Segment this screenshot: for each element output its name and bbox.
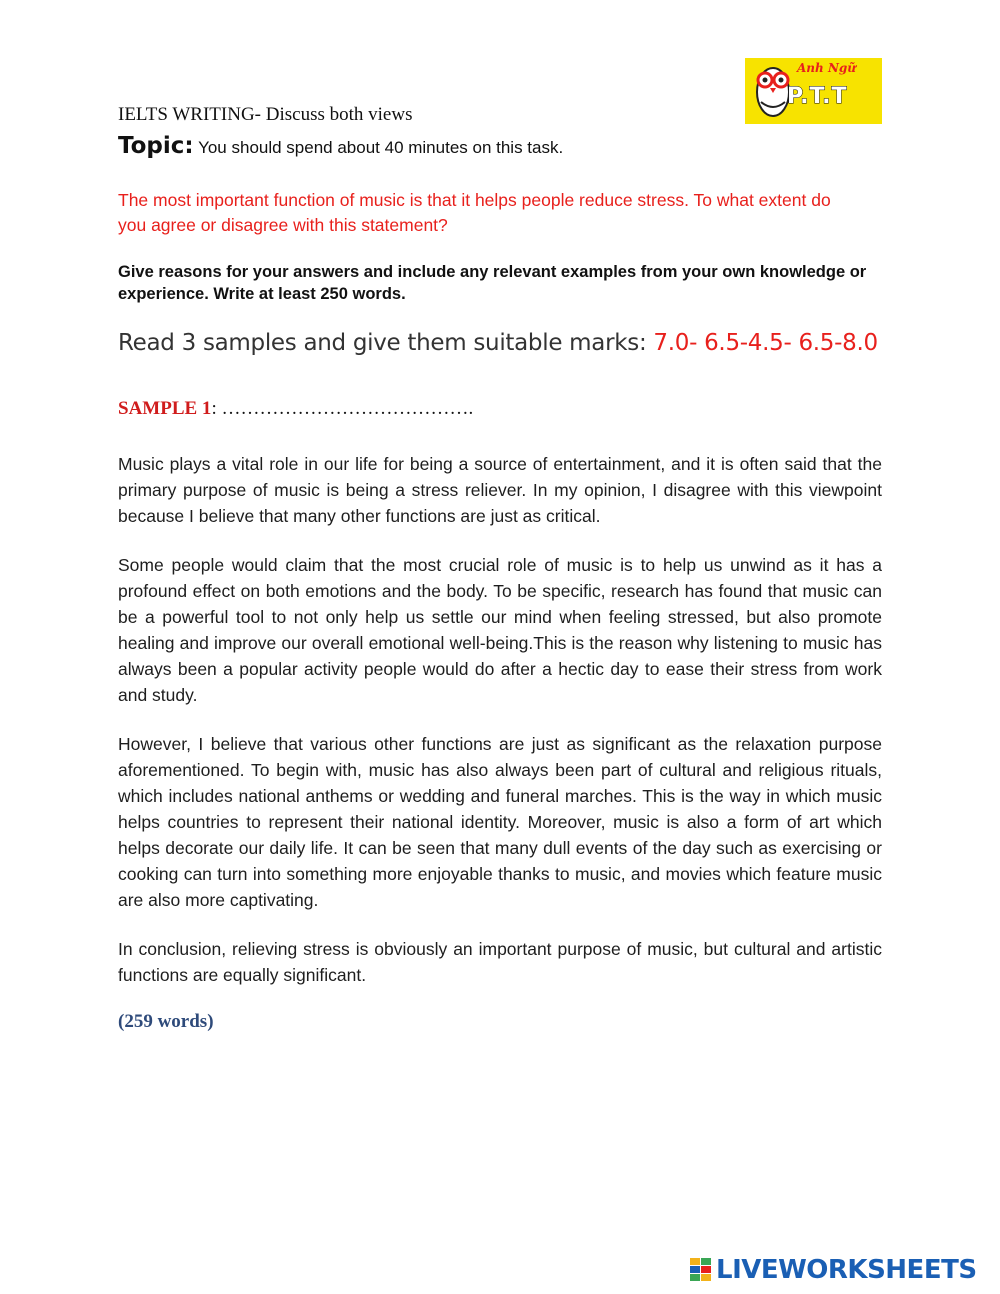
- task-marks: 7.0- 6.5-4.5- 6.5-8.0: [653, 330, 878, 356]
- page-title: IELTS WRITING- Discuss both views: [118, 104, 413, 125]
- essay-paragraph: In conclusion, relieving stress is obviously an important purpose of music, but cultural and artistic functions are equally significant.: [118, 939, 882, 985]
- anh-ngu-ptt-logo: [745, 58, 882, 124]
- essay-question: The most important function of music is that it helps people reduce stress. To what extent do you agree or disagree with this statement?: [118, 190, 831, 235]
- logo-name-text: P.T.T: [787, 84, 848, 109]
- topic-text: You should spend about 40 minutes on this task.: [198, 138, 564, 157]
- topic-label: Topic:: [118, 133, 194, 159]
- sample-answer-blank[interactable]: : ………………………………….: [211, 398, 474, 419]
- logo-brand-text: Anh Ngữ: [797, 61, 857, 75]
- task-prompt: [118, 330, 878, 356]
- topic-line: [118, 133, 563, 159]
- instructions: Give reasons for your answers and include any relevant examples from your own knowledge or experience. Write at least 250 words.: [118, 263, 867, 303]
- sample-label: [118, 398, 473, 420]
- word-count: (259 words): [118, 1011, 214, 1032]
- task-prompt-text: Read 3 samples and give them suitable marks:: [118, 330, 654, 356]
- essay-paragraph: However, I believe that various other functions are just as significant as the relaxation purpose aforementioned. To begin with, music has also always been part of cultural and religious rituals, which includes national anthems or wedding and funeral marches. This is the way in which music helps countries to represent their national identity. Moreover, music is also a form of art which helps decorate our daily life. It can be seen that many dull events of the day such as exercising or cooking can turn into something more enjoyable thanks to music, and movies which feature music are also more captivating.: [118, 734, 882, 910]
- liveworksheets-logo-icon: [690, 1258, 712, 1282]
- essay-paragraph: Some people would claim that the most crucial role of music is to help us unwind as it has a profound effect on both emotions and the body. To be specific, research has found that music can be a powerful tool to not only help us settle our mind when feeling stressed, but also promote healing and improve our overall emotional well-being.This is the reason why listening to music has always been a popular activity people would do after a hectic day to ease their stress from work and study.: [118, 555, 882, 705]
- sample-title: SAMPLE 1: [118, 398, 212, 419]
- liveworksheets-footer[interactable]: [690, 1253, 977, 1287]
- liveworksheets-brand: LIVEWORKSHEETS: [716, 1255, 977, 1285]
- essay-paragraph: Music plays a vital role in our life for being a source of entertainment, and it is often said that the primary purpose of music is being a stress reliever. In my opinion, I disagree with this viewpoint because I believe that many other functions are just as critical.: [118, 454, 882, 526]
